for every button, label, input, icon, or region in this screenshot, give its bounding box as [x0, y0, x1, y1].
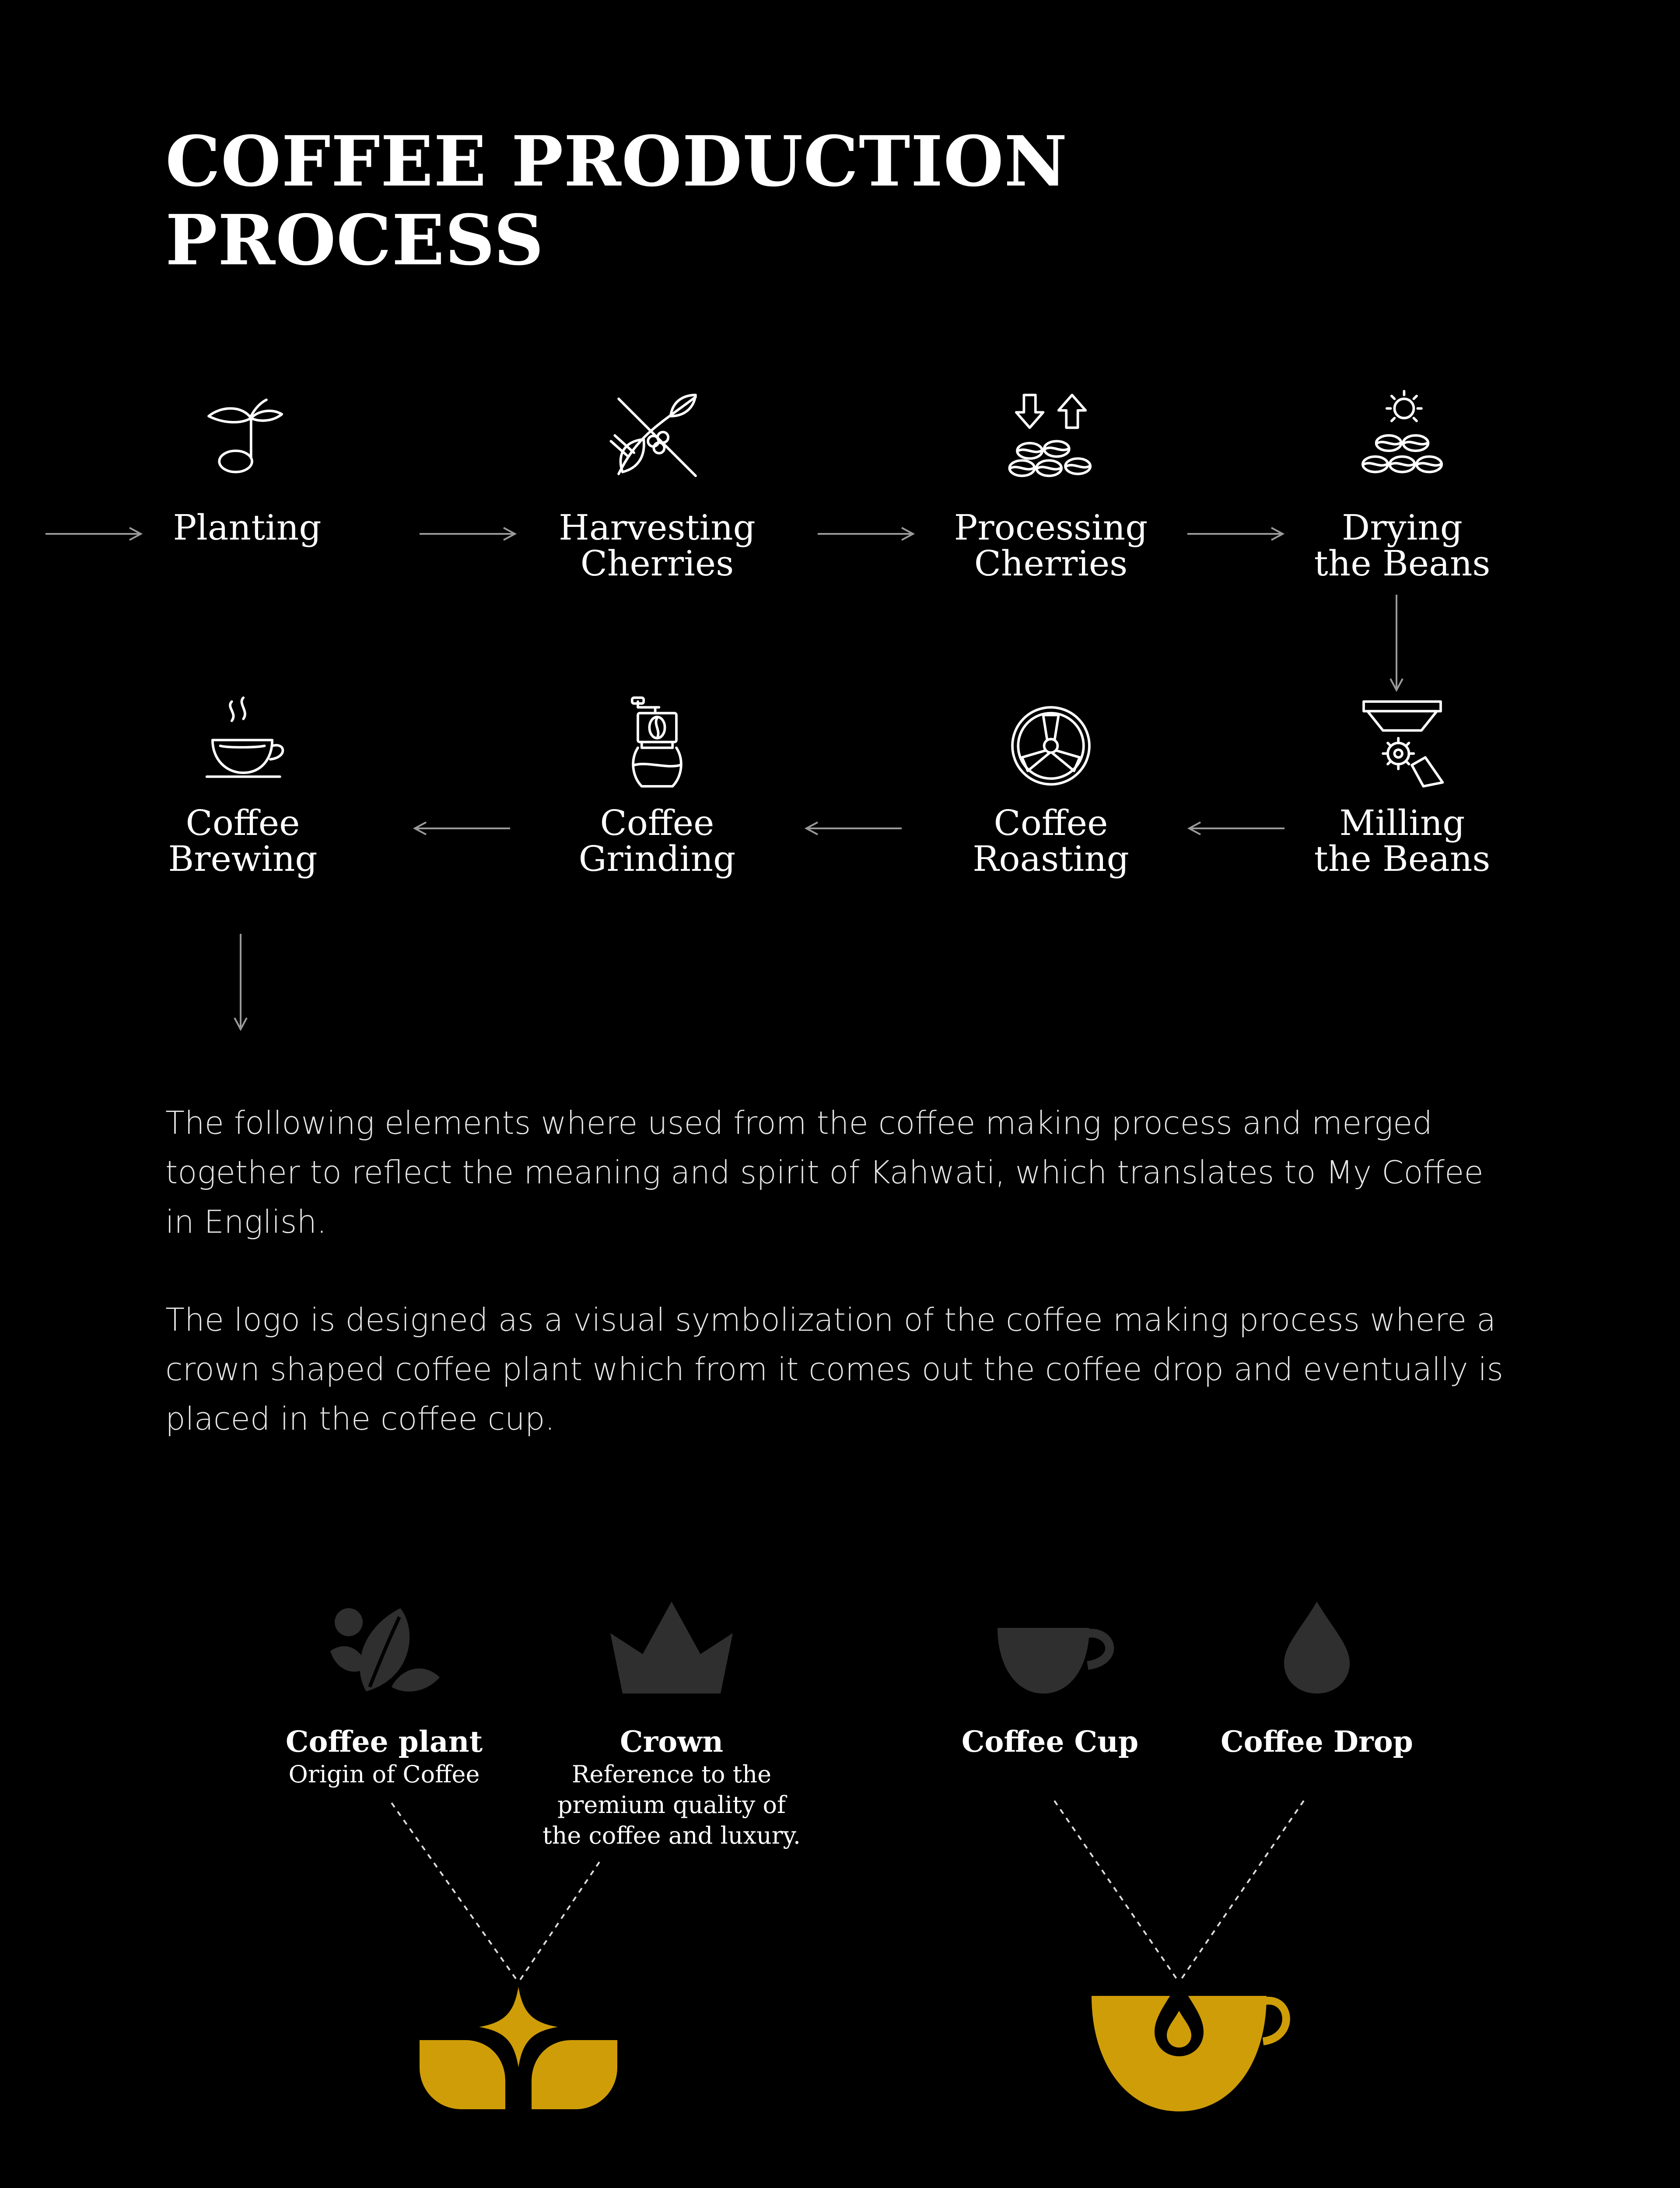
coffee-cup-icon	[998, 1628, 1116, 1694]
element-title-coffee-plant: Coffee plant	[285, 1725, 483, 1759]
crown-icon	[610, 1602, 733, 1694]
title-line-1: COFFEE PRODUCTION	[165, 121, 1068, 202]
arrow-left-icon	[411, 820, 512, 837]
arrow-down-icon	[232, 932, 249, 1033]
step-label: Processing Cherries	[954, 507, 1148, 584]
connector-lines	[0, 1794, 1680, 1995]
description-paragraph-1: The following elements where used from the coffee making process and merged together to reflect the meaning and spirit of Kahwati, which translates to My Coffee in English.	[165, 1105, 1484, 1240]
step-label: Coffee Roasting	[973, 803, 1129, 879]
coffee-branch-icon	[609, 387, 705, 484]
grinder-icon	[609, 696, 705, 792]
step-label: Harvesting Cherries	[559, 507, 756, 584]
description-paragraph-2: The logo is designed as a visual symbolization of the coffee making process where a crown shaped coffee plant which from it comes out the coffee drop and eventually is placed in the coffee cup.	[165, 1301, 1503, 1437]
arrow-left-icon	[803, 820, 903, 837]
logo-plant-mark	[418, 1982, 619, 2114]
element-desc-crown: Reference to the premium quality of the coffee and luxury.	[542, 1760, 801, 1849]
steaming-cup-icon	[199, 696, 295, 792]
element-title-coffee-cup: Coffee Cup	[961, 1725, 1139, 1759]
arrow-right-icon	[418, 525, 518, 543]
step-label: Drying the Beans	[1314, 507, 1491, 584]
sun-beans-icon	[1354, 387, 1450, 484]
roaster-icon	[1003, 696, 1099, 792]
element-title-crown: Crown	[620, 1725, 724, 1759]
page-title	[165, 123, 1068, 280]
title-line-2: PROCESS	[165, 200, 544, 281]
arrow-down-icon	[1388, 593, 1405, 694]
step-label: Coffee Grinding	[578, 803, 736, 879]
logo-cup-mark	[1092, 1980, 1293, 2116]
mill-gear-icon	[1354, 696, 1450, 792]
coffee-drop-icon	[1284, 1602, 1350, 1694]
step-label: Milling the Beans	[1314, 803, 1491, 879]
step-label: Planting	[173, 507, 322, 548]
seedling-icon	[199, 387, 295, 484]
step-label: Coffee Brewing	[168, 803, 318, 879]
processing-arrows-icon	[1003, 387, 1099, 484]
element-title-coffee-drop: Coffee Drop	[1221, 1725, 1413, 1759]
coffee-plant-icon	[326, 1599, 444, 1696]
element-desc-coffee-plant: Origin of Coffee	[288, 1760, 480, 1788]
